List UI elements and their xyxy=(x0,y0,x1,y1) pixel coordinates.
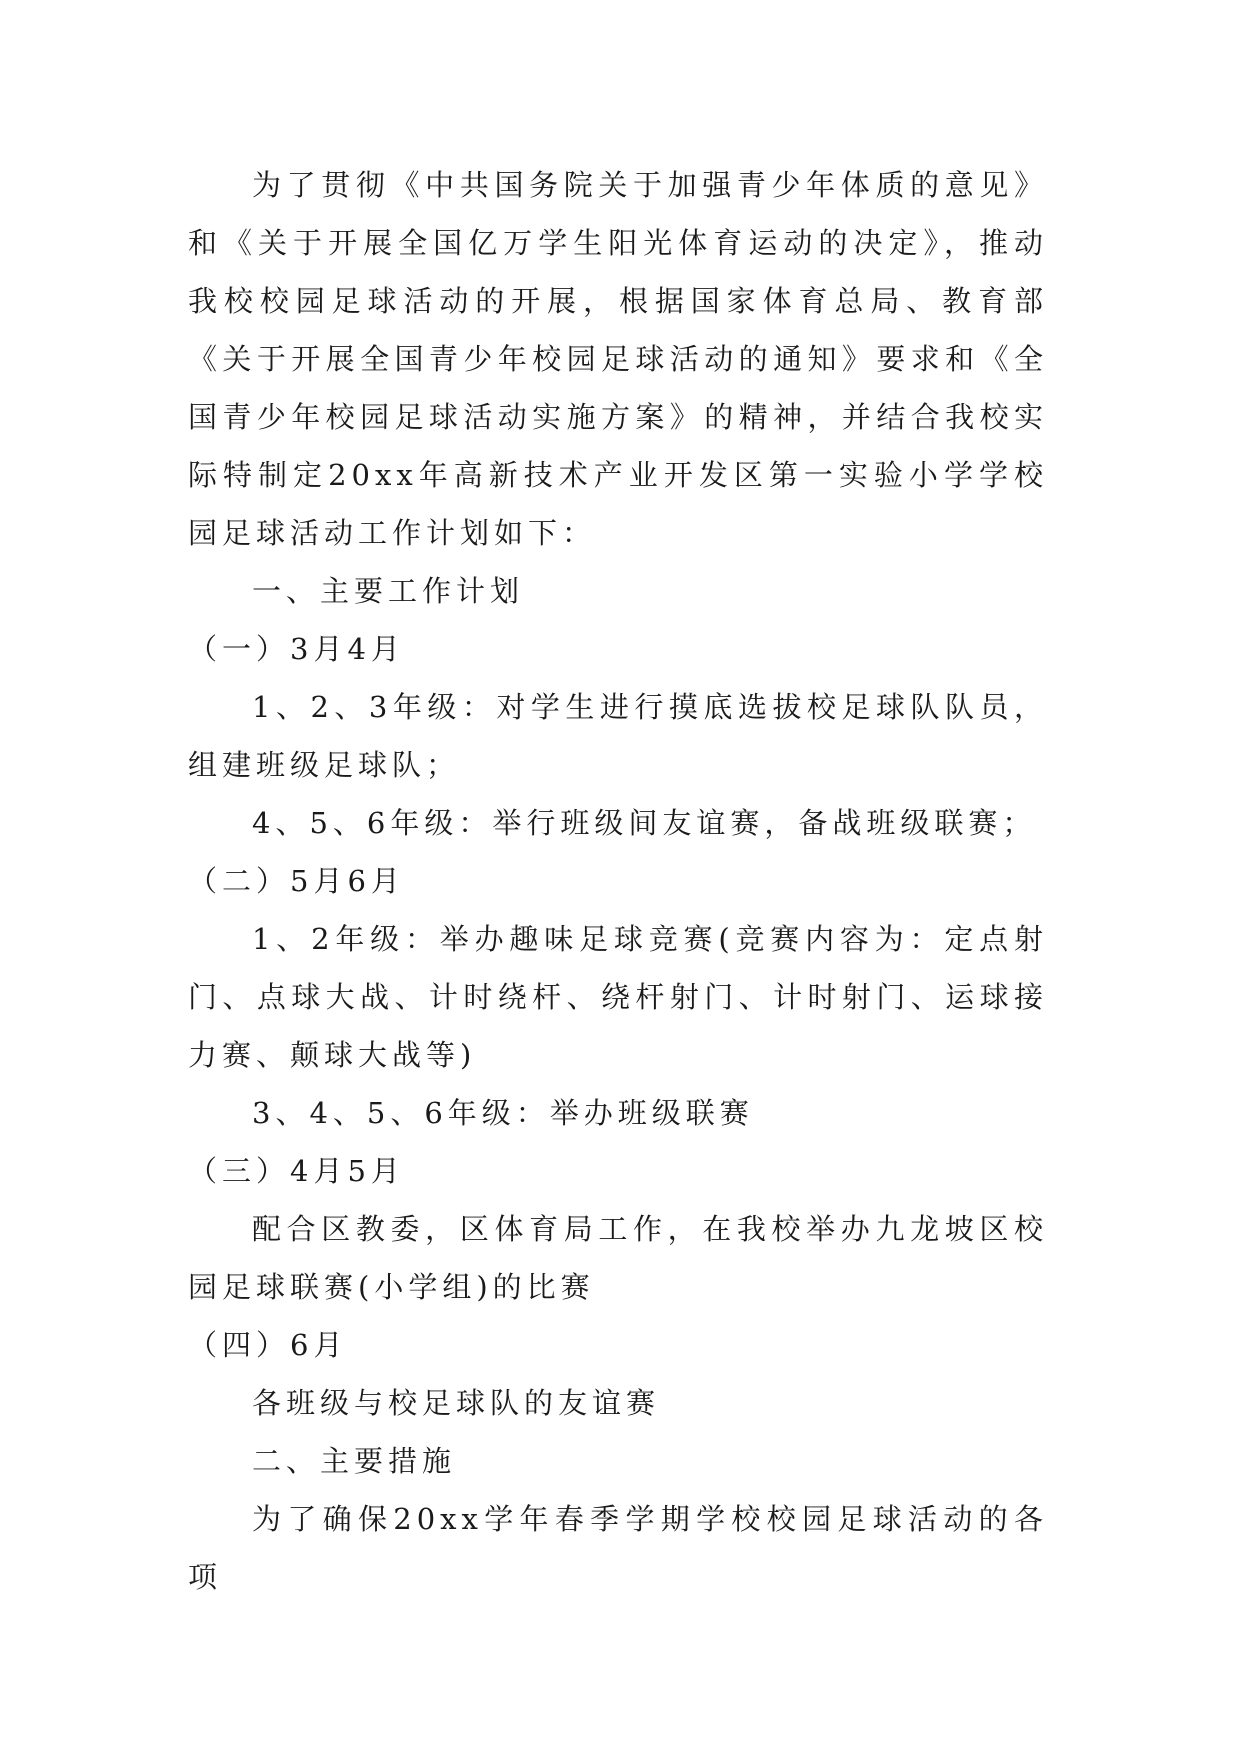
subsection-march-april: （一）3月4月 xyxy=(188,632,405,666)
plan-item-grades-1-2: 1、2年级：举办趣味足球竞赛(竞赛内容为：定点射门、点球大战、计时绕杆、绕杆射门、计时射门、运球接力赛、颠球大战等) xyxy=(188,922,1048,1072)
subsection-may-june: （二）5月6月 xyxy=(188,864,405,898)
section-heading-measures: 二、主要措施 xyxy=(252,1444,457,1478)
plan-item-friendly-match: 各班级与校足球队的友谊赛 xyxy=(252,1386,661,1420)
document-body xyxy=(188,156,1048,1606)
subsection-april-may: （三）4月5月 xyxy=(188,1154,405,1188)
plan-item-grades-3-6: 3、4、5、6年级：举办班级联赛 xyxy=(252,1096,754,1130)
subsection-june: （四）6月 xyxy=(188,1328,348,1362)
section-heading-work-plan: 一、主要工作计划 xyxy=(252,574,525,608)
intro-paragraph: 为了贯彻《中共国务院关于加强青少年体质的意见》和《关于开展全国亿万学生阳光体育运动的决定》，推动我校校园足球活动的开展，根据国家体育总局、教育部《关于开展全国青少年校园足球活动的通知》要求和《全国青少年校园足球活动实施方案》的精神，并结合我校实际特制定20xx年高新技术产业开发区第一实验小学学校园足球活动工作计划如下： xyxy=(188,168,1048,550)
measures-paragraph: 为了确保20xx学年春季学期学校校园足球活动的各项 xyxy=(188,1502,1048,1594)
plan-item-district-league: 配合区教委，区体育局工作，在我校举办九龙坡区校园足球联赛(小学组)的比赛 xyxy=(188,1212,1048,1304)
plan-item-grades-1-3: 1、2、3年级：对学生进行摸底选拔校足球队队员，组建班级足球队； xyxy=(188,690,1048,782)
plan-item-grades-4-6: 4、5、6年级：举行班级间友谊赛，备战班级联赛； xyxy=(252,806,1037,840)
